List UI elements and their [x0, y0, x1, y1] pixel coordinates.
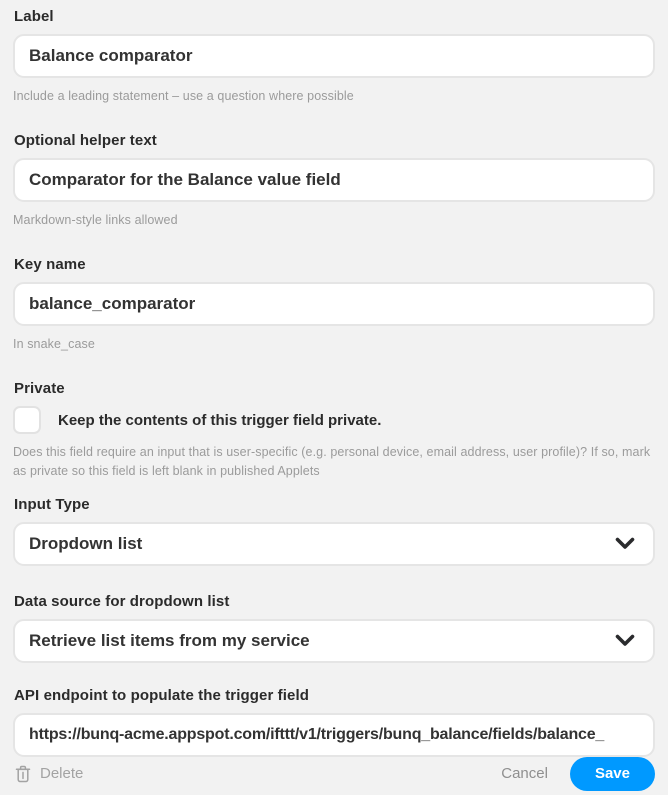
private-helper-text: Does this field require an input that is user-specific (e.g. personal device, email address, user profile)? If so, mark as private so this field is left blank in published Applets	[13, 445, 651, 478]
api-endpoint-field-heading: API endpoint to populate the trigger field	[14, 686, 310, 704]
helper-text-field-heading: Optional helper text	[14, 132, 157, 150]
input-type-select[interactable]	[13, 522, 655, 566]
data-source-field-heading: Data source for dropdown list	[14, 592, 230, 610]
api-endpoint-input[interactable]	[13, 713, 655, 757]
private-field-heading: Private	[14, 380, 65, 398]
label-field-heading: Label	[14, 8, 54, 25]
data-source-selected-value: Retrieve list items from my service	[29, 630, 310, 650]
field-group-key-name	[13, 256, 655, 353]
helper-text-helper: Markdown-style links allowed	[13, 213, 178, 228]
trash-icon	[15, 765, 31, 783]
delete-button-label: Delete	[40, 765, 84, 783]
helper-text-input[interactable]	[13, 158, 655, 202]
field-group-label	[13, 8, 655, 105]
save-button[interactable]: Save	[570, 757, 655, 791]
label-helper-text: Include a leading statement – use a question where possible	[13, 89, 354, 103]
footer-actions	[13, 757, 655, 795]
field-group-private	[13, 380, 655, 479]
field-group-api-endpoint	[13, 687, 655, 757]
input-type-field-heading: Input Type	[14, 495, 90, 513]
chevron-down-icon	[615, 537, 635, 550]
private-checkbox[interactable]	[13, 406, 41, 434]
key-name-field-heading: Key name	[14, 256, 86, 274]
key-name-helper: In snake_case	[13, 337, 95, 352]
label-input[interactable]	[13, 34, 655, 78]
footer-right-actions	[501, 757, 655, 791]
input-type-selected-value: Dropdown list	[29, 533, 143, 553]
field-group-data-source	[13, 593, 655, 663]
delete-button[interactable]	[13, 765, 83, 783]
field-group-helper-text	[13, 132, 655, 229]
field-group-input-type	[13, 496, 655, 566]
chevron-down-icon	[615, 634, 635, 647]
private-checkbox-row	[13, 406, 655, 434]
data-source-select[interactable]	[13, 619, 655, 663]
private-checkbox-label: Keep the contents of this trigger field private.	[58, 411, 382, 429]
key-name-input[interactable]	[13, 282, 655, 326]
cancel-button[interactable]: Cancel	[501, 765, 548, 783]
